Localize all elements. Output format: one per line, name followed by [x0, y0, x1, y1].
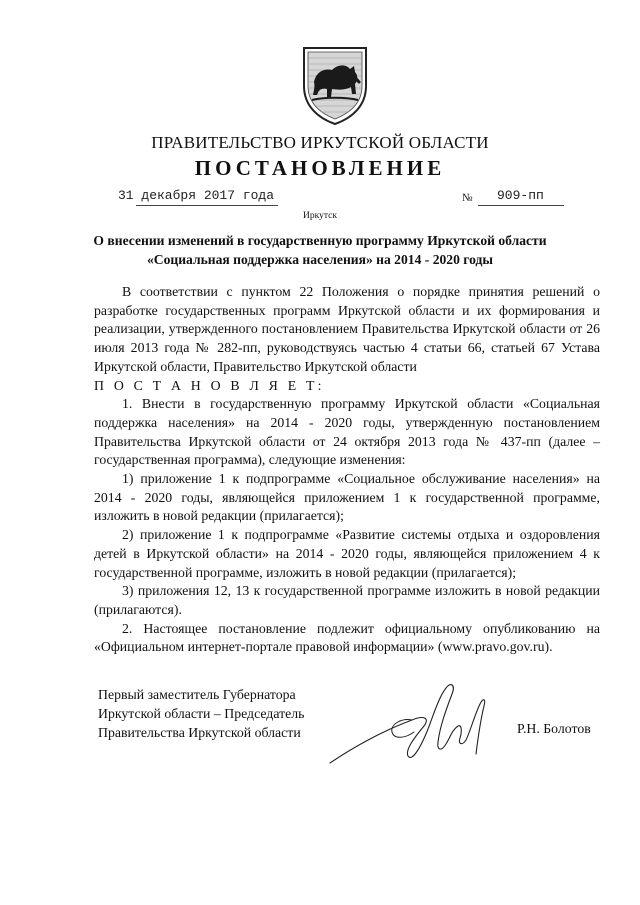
- irkutsk-coat-of-arms-icon: [298, 42, 372, 126]
- handwritten-signature-icon: [300, 668, 500, 788]
- date-underline: [136, 205, 278, 206]
- item-1-paragraph: 1. Внести в государственную программу Иркутской области «Социальная поддержка населения» на 2014 - 2020 годы, утвержденную постановлением Правительства Иркутской области от 24 октября 2013 года № 437-пп (далее – государственная программа), следующие изменения:: [94, 396, 600, 468]
- document-number: 909-пп: [497, 188, 544, 203]
- subitem-1-paragraph: 1) приложение 1 к подпрограмме «Социальное обслуживание населения» на 2014 - 2020 годы, являющейся приложением 1 к государственной программе, изложить в новой редакции (прилагается);: [94, 471, 600, 524]
- item-2-paragraph: 2. Настоящее постановление подлежит официальному опубликованию на «Официальном интернет-портале правовой информации» (www.pravo.gov.ru).: [94, 620, 600, 655]
- city-label: Иркутск: [303, 211, 337, 221]
- document-body: [94, 283, 600, 657]
- number-label: №: [462, 192, 473, 204]
- heading-line-2: «Социальная поддержка населения» на 2014 - 2020 годы: [146, 252, 494, 267]
- heading-line-1: О внесении изменений в государственную программу Иркутской области: [93, 233, 547, 248]
- signatory-name: Р.Н. Болотов: [517, 721, 591, 736]
- document-heading: [40, 231, 600, 269]
- document-type: ПОСТАНОВЛЕНИЕ: [194, 156, 446, 180]
- position-line-3: Правительства Иркутской области: [98, 725, 301, 740]
- position-line-2: Иркутской области – Председатель: [98, 706, 305, 721]
- government-title: ПРАВИТЕЛЬСТВО ИРКУТСКОЙ ОБЛАСТИ: [151, 133, 489, 152]
- document-date: 31 декабря 2017 года: [118, 188, 275, 203]
- position-line-1: Первый заместитель Губернатора: [98, 687, 296, 702]
- number-underline: [478, 205, 564, 206]
- subitem-2-paragraph: 2) приложение 1 к подпрограмме «Развитие системы отдыха и оздоровления детей в Иркутской области» на 2014 - 2020 годы, являющейся приложением 4 к государственной программе, изложить в новой редакции (прилагается);: [94, 527, 600, 580]
- subitem-3-paragraph: 3) приложения 12, 13 к государственной программе изложить в новой редакции (прилагаются).: [94, 583, 600, 617]
- preamble-paragraph: В соответствии с пунктом 22 Положения о порядке принятия решений о разработке государственных программ Иркутской области и их формирования и реализации, утвержденного постановлением Правительства Иркутской области от 26 июля 2013 года № 282-пп, руководствуясь частью 4 статьи 66, статьей 67 Устава Иркутской области, Правительство Иркутской области: [94, 284, 600, 374]
- resolve-word: П О С Т А Н О В Л Я Е Т:: [94, 377, 325, 393]
- signatory-position: [98, 685, 304, 742]
